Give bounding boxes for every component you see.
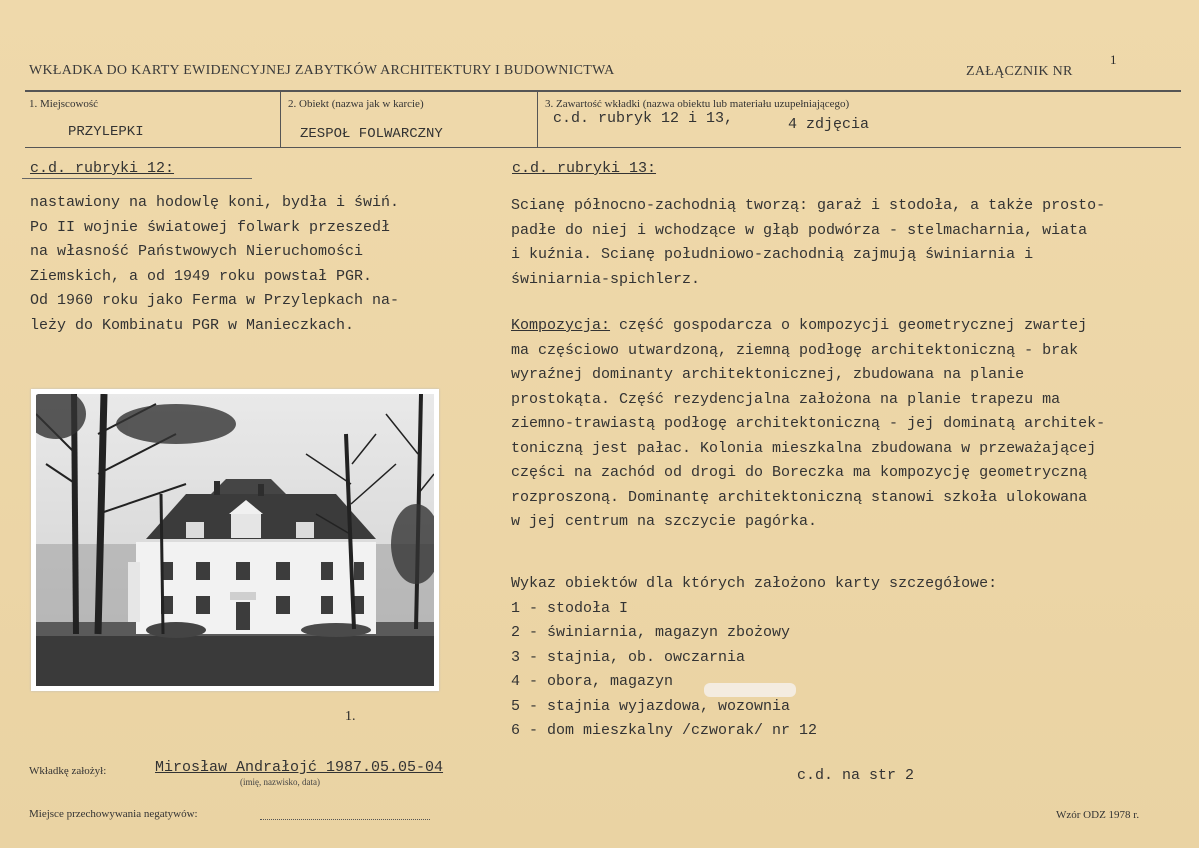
left-line: nastawiony na hodowlę koni, bydła i świń. (30, 194, 400, 211)
objects-list (511, 572, 997, 744)
composition-label: Kompozycja: (511, 317, 611, 334)
manor-photo-image (36, 394, 434, 686)
negatives-blank-line (260, 819, 430, 820)
objects-list-item: 4 - obora, magazyn (511, 673, 674, 690)
continued-note: c.d. na str 2 (797, 767, 915, 784)
annex-label: ZAŁĄCZNIK NR (966, 64, 1073, 79)
field-row-rule (25, 147, 1181, 148)
left-line: Po II wojnie światowej folwark przeszedł (30, 218, 391, 236)
field-3-value: c.d. rubryk 12 i 13, (553, 110, 734, 127)
field-2-label: 2. Obiekt (nazwa jak w karcie) (288, 98, 424, 110)
author-label: Wkładkę założył: (29, 765, 107, 777)
objects-list-item: 1 - stodoła I (511, 599, 629, 617)
author-value: Mirosław Andrałojć 1987.05.05-04 (155, 759, 444, 776)
left-line: leży do Kombinatu PGR w Manieczkach. (30, 316, 355, 334)
card-title: WKŁADKA DO KARTY EWIDENCYJNEJ ZABYTKÓW ARCHITEKTURY I BUDOWNICTWA (29, 63, 615, 78)
left-line: na własność Państwowych Nieruchomości (30, 243, 364, 260)
field-divider-2 (537, 92, 538, 147)
right-p1-line: i kuźnia. Scianę południowo-zachodnią zajmują świniarnia i (511, 246, 1034, 263)
right-p2-line: ziemno-trawiastą podłogę architektoniczną - jej dominatą architek- (511, 415, 1106, 432)
field-1-label: 1. Miejscowość (29, 98, 99, 110)
objects-list-heading: Wykaz obiektów dla których założono karty szczegółowe: (511, 575, 998, 592)
header-rule (25, 90, 1181, 92)
field-divider-1 (280, 92, 281, 147)
form-id: Wzór ODZ 1978 r. (1056, 809, 1140, 821)
manor-photo (31, 389, 439, 691)
field-1-value: PRZYLEPKI (68, 124, 144, 140)
left-line: Od 1960 roku jako Ferma w Przylepkach na- (30, 292, 400, 309)
right-p2-line: prostokąta. Część rezydencjalna założona na planie trapezu ma (511, 390, 1061, 408)
right-paragraph-2 (511, 314, 1105, 535)
right-p2-line: toniczną jest pałac. Kolonia mieszkalna zbudowana w przeważającej (511, 439, 1097, 457)
right-heading: c.d. rubryki 13: (512, 160, 657, 177)
field-2-value: ZESPOŁ FOLWARCZNY (300, 126, 443, 142)
right-p2-line: rozproszoną. Dominantę architektoniczną stanowi szkoła ulokowana (511, 488, 1088, 506)
right-paragraph-1 (511, 194, 1105, 292)
composition-first-line (511, 314, 1105, 339)
redacted-mark (704, 683, 796, 697)
right-p1-line: padłe do niej i wchodzące w głąb podwórza - stelmacharnia, wiata (511, 221, 1088, 239)
photo-caption: 1. (345, 709, 356, 724)
negatives-label: Miejsce przechowywania negatywów: (29, 808, 198, 820)
left-heading: c.d. rubryki 12: (30, 160, 175, 177)
composition-first-text: część gospodarcza o kompozycji geometrycznej zwartej (610, 317, 1088, 334)
field-3-label: 3. Zawartość wkładki (nazwa obiektu lub materiału uzupełniającego) (545, 98, 850, 110)
objects-list-item: 6 - dom mieszkalny /czworak/ nr 12 (511, 722, 818, 739)
right-p1-line: Scianę północno-zachodnią tworzą: garaż i stodoła, a także prosto- (511, 197, 1106, 214)
right-p2-line: w jej centrum na szczycie pagórka. (511, 513, 818, 530)
left-paragraph (30, 191, 399, 338)
left-heading-rule (22, 178, 252, 179)
objects-list-item: 3 - stajnia, ob. owczarnia (511, 648, 746, 666)
left-line: Ziemskich, a od 1949 roku powstał PGR. (30, 267, 373, 285)
right-p2-line: wyraźnej dominanty architektonicznej, zbudowana na planie (511, 366, 1025, 383)
field-3-value-photos: 4 zdjęcia (788, 116, 870, 133)
right-p2-line: ma częściowo utwardzoną, ziemną podłogę architektoniczną - brak (511, 341, 1079, 359)
right-p1-line: świniarnia-spichlerz. (511, 270, 701, 288)
author-hint: (imię, nazwisko, data) (240, 777, 320, 787)
annex-number: 1 (1110, 52, 1117, 67)
objects-list-item: 2 - świniarnia, magazyn zbożowy (511, 624, 791, 641)
right-p2-line: części na zachód od drogi do Boreczka ma kompozycję geometryczną (511, 464, 1088, 481)
objects-list-item: 5 - stajnia wyjazdowa, wozownia (511, 697, 791, 715)
